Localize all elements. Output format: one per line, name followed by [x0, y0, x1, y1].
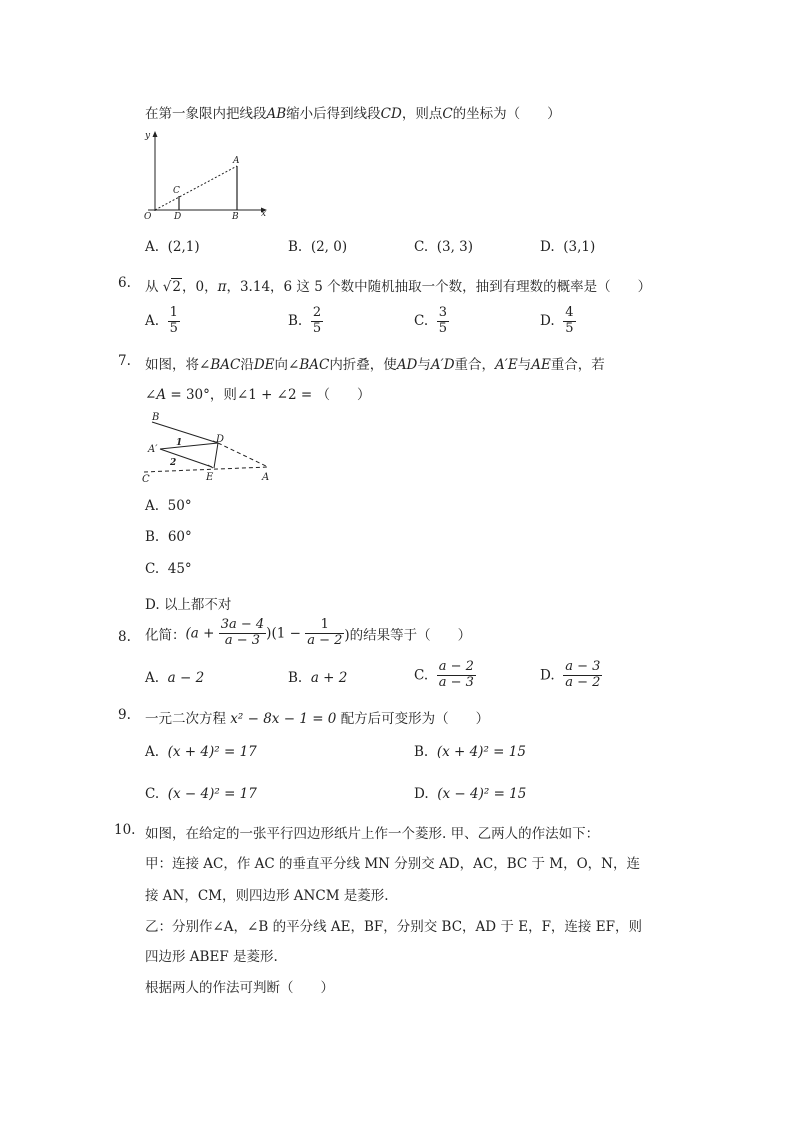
q5-option-a[interactable]: A. (2,1): [145, 239, 200, 255]
q7-label-a: A: [262, 472, 270, 483]
q5-option-c[interactable]: C. (3, 3): [414, 239, 474, 255]
q8-number: 8.: [118, 629, 131, 645]
q9-option-c[interactable]: C. (x − 4)² = 17: [145, 786, 257, 802]
q7-dashed-da: [218, 443, 268, 467]
q6-option-b[interactable]: B. $\frac{2}{5}$: [288, 305, 322, 336]
q7-option-d[interactable]: D. 以上都不对: [145, 597, 232, 613]
q7-line-de: [214, 443, 218, 468]
q7-label-d: D: [216, 434, 225, 445]
q8-option-b[interactable]: B. a + 2: [288, 670, 348, 686]
q10-line-1: 如图，在给定的一张平行四边形纸片上作一个菱形. 甲、乙两人的作法如下：: [145, 826, 600, 842]
q6-number: 6.: [118, 275, 131, 291]
q9-option-a[interactable]: A. (x + 4)² = 17: [145, 744, 257, 760]
sqrt-sign: √: [162, 279, 172, 295]
q5-label-a: A: [233, 156, 240, 166]
q7-line-ba: [152, 422, 218, 443]
q6-stem: 从 √2，0，π，3.14，6 这 5 个数中随机抽取一个数，抽到有理数的概率是（ ）: [145, 279, 652, 295]
q7-label-ap: A′: [148, 444, 158, 455]
q5-label-d: D: [174, 212, 182, 222]
q5-label-y: y: [145, 131, 151, 141]
q7-option-c[interactable]: C. 45°: [145, 561, 192, 577]
q9-option-d[interactable]: D. (x − 4)² = 15: [414, 786, 527, 802]
q8-option-a[interactable]: A. a − 2: [145, 670, 205, 686]
q7-label-1: 1: [176, 438, 183, 448]
q8-option-c[interactable]: C. $\frac{a - 2}{a - 3}$: [414, 659, 474, 690]
q7-stem-line1: 如图，将∠BAC沿DE向∠BAC内折叠，使AD与A′D重合，A′E与AE重合，若: [145, 357, 605, 373]
q8-option-d[interactable]: D. $\frac{a - 3}{a - 2}$: [540, 659, 601, 690]
q9-option-b[interactable]: B. (x + 4)² = 15: [414, 744, 526, 760]
q6-option-a[interactable]: A. $\frac{1}{5}$: [145, 305, 178, 336]
q10-line-6: 根据两人的作法可判断（ ）: [145, 980, 334, 996]
q5-label-c: C: [173, 186, 180, 196]
q5-label-b: B: [232, 212, 239, 222]
q10-line-3: 接 AN，CM，则四边形 ANCM 是菱形.: [145, 888, 389, 904]
q5-option-b[interactable]: B. (2, 0): [288, 239, 348, 255]
q7-stem-line2: ∠A = 30°，则∠1 + ∠2 = （ ）: [145, 387, 371, 403]
q5-stem: 在第一象限内把线段AB缩小后得到线段CD，则点C的坐标为（ ）: [145, 106, 561, 122]
q9-stem: 一元二次方程 x² − 8x − 1 = 0 配方后可变形为（ ）: [145, 711, 490, 727]
q5-label-x: x: [261, 209, 267, 219]
q7-label-e: E: [206, 472, 214, 483]
q5-option-d[interactable]: D. (3,1): [540, 239, 596, 255]
q5-dotted-line: [155, 166, 237, 210]
q5-label-o: O: [144, 212, 152, 222]
q7-line-apd: [160, 443, 218, 449]
q7-number: 7.: [118, 353, 131, 369]
q7-label-c: C: [142, 474, 150, 485]
q6-option-c[interactable]: C. $\frac{3}{5}$: [414, 305, 448, 336]
q7-option-b[interactable]: B. 60°: [145, 529, 192, 545]
q5-y-arrow: [153, 131, 158, 137]
q7-line-ape: [160, 449, 212, 467]
q7-label-2: 2: [170, 458, 177, 468]
q10-line-5: 四边形 ABEF 是菱形.: [145, 949, 278, 965]
q9-number: 9.: [118, 707, 131, 723]
q7-option-a[interactable]: A. 50°: [145, 498, 192, 514]
q8-stem: 化简：(a + $\frac{3a - 4}{a - 3}$ )(1 − $\frac{1}{a - 2}$ )的结果等于（ ）: [145, 617, 472, 648]
q10-line-4: 乙：分别作∠A，∠B 的平分线 AE，BF，分别交 BC，AD 于 E，F，连接 EF，则: [145, 919, 642, 935]
q6-option-d[interactable]: D. $\frac{4}{5}$: [540, 305, 574, 336]
q5-coordinate-figure: [140, 128, 275, 223]
q10-line-2: 甲：连接 AC，作 AC 的垂直平分线 MN 分别交 AD，AC，BC 于 M，O，N，连: [145, 856, 640, 872]
q7-label-b: B: [152, 412, 160, 423]
q7-fold-figure: [140, 410, 280, 488]
q10-number: 10.: [114, 822, 136, 838]
